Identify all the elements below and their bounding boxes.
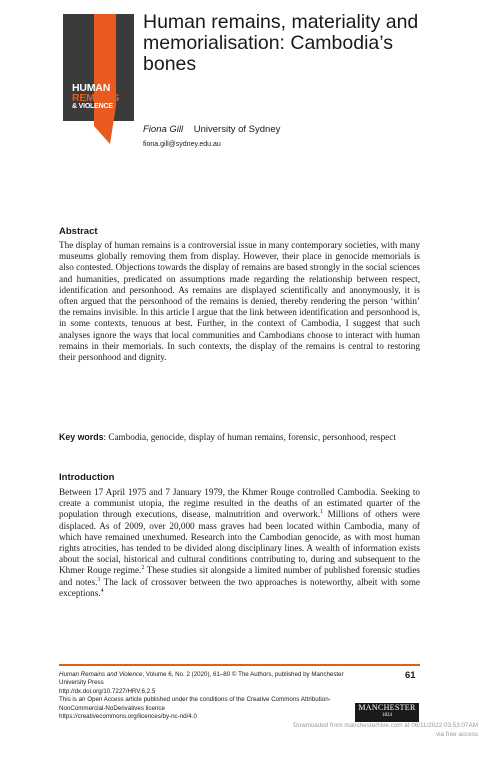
author-email[interactable]: fiona.gill@sydney.edu.au bbox=[143, 141, 221, 148]
footnote-ref-1[interactable]: 1 bbox=[320, 509, 324, 516]
publisher-logo bbox=[355, 703, 419, 722]
doi-link[interactable]: http://dx.doi.org/10.7227/HRV.6.2.5 bbox=[59, 687, 156, 695]
page-number: 61 bbox=[405, 670, 416, 681]
download-watermark bbox=[248, 721, 478, 739]
footnote-ref-4[interactable]: 4 bbox=[100, 587, 104, 594]
license-link[interactable]: https://creativecommons.org/licences/by-nc-nd/4.0 bbox=[59, 713, 197, 721]
watermark-line-1: Downloaded from manchesterhive.com at 06/11/2022 03:53:07AM bbox=[293, 722, 478, 729]
abstract-text: The display of human remains is a controversial issue in many contemporary societies, with many museums globally removing them from display. However, their place in genocide memorials is also contested. Objections towards the display of remains are based strongly in the social sciences and humanities, predicated on assumptions made regarding the relationship between respect, identification and personhood. As remains are displayed scientifically and anonymously, it is often argued that the personhood of the remains is denied, thereby rendering the person ‘within’ the remains invisible. In this article I argue that the link between identification and personhood is, in some contexts, tenuous at best. Further, in the context of Cambodia, I suggest that such analyses ignore the ways that local communities and Cambodians choose to interact with human remains in their memorials. In such contexts, the display of the remains is central to restoring their personhood and dignity. bbox=[59, 240, 420, 363]
intro-segment: Millions of others were displaced. As of 2009, over 20,000 mass graves had been located within Cambodia, many of which have remained unexhumed. Research into the Cambodian genocide, as with most human rights atrocities, has tended to be divided along disciplinary lines. A wealth of information exists about the social, historical and cultural conditions contributing to, during and subsequent to the Khmer Rouge regime. bbox=[59, 509, 421, 576]
license-text: This is an Open Access article published under the conditions of the Creative Commons Attribution-NonCommercial-NoDerivatives licence bbox=[59, 696, 331, 712]
introduction-text bbox=[59, 487, 420, 599]
keywords-text: : Cambodia, genocide, display of human remains, forensic, personhood, respect bbox=[103, 432, 396, 442]
intro-segment: These studies sit alongside a limited number of published forensic studies and notes. bbox=[59, 565, 420, 587]
intro-segment: The lack of crossover between the two approaches is noteworthy, albeit with some exceptions. bbox=[59, 576, 420, 598]
publisher-year: 1824 bbox=[382, 713, 392, 718]
logo-line-1: HUMAN bbox=[72, 82, 111, 94]
watermark-line-2: via free access bbox=[436, 731, 478, 738]
introduction-heading: Introduction bbox=[59, 472, 115, 483]
author-name: Fiona Gill bbox=[143, 124, 184, 135]
author-affiliation: University of Sydney bbox=[193, 124, 281, 135]
footer-rule bbox=[59, 664, 420, 666]
footnote-ref-3[interactable]: 3 bbox=[97, 576, 101, 583]
intro-segment: Between 17 April 1975 and 7 January 1979, the Khmer Rouge controlled Cambodia. Seeking to create a communist utopia, the regime resulted in the deaths of an estimated quarter of the population through executions, disease, malnutrition and overwork. bbox=[59, 487, 420, 520]
journal-name: Human Remains and Violence bbox=[59, 671, 143, 678]
article-title: Human remains, materiality and memorialisation: Cambodia’s bones bbox=[143, 11, 419, 75]
publisher-name: MANCHESTER bbox=[358, 703, 416, 712]
logo-line-3: & VIOLENCE bbox=[72, 103, 113, 110]
keywords-label: Key words bbox=[59, 432, 104, 442]
author-line bbox=[143, 124, 280, 135]
keywords bbox=[59, 432, 420, 443]
journal-logo bbox=[72, 83, 119, 111]
footer-citation bbox=[59, 671, 359, 721]
logo-line-2: REMAINS bbox=[72, 92, 120, 104]
footnote-ref-2[interactable]: 2 bbox=[141, 565, 145, 572]
abstract-heading: Abstract bbox=[59, 226, 98, 237]
citation: , Volume 6, No. 2 (2020), 61–80 © The Authors, published by Manchester University Press bbox=[59, 671, 344, 687]
journal-logo-accent bbox=[94, 14, 134, 144]
